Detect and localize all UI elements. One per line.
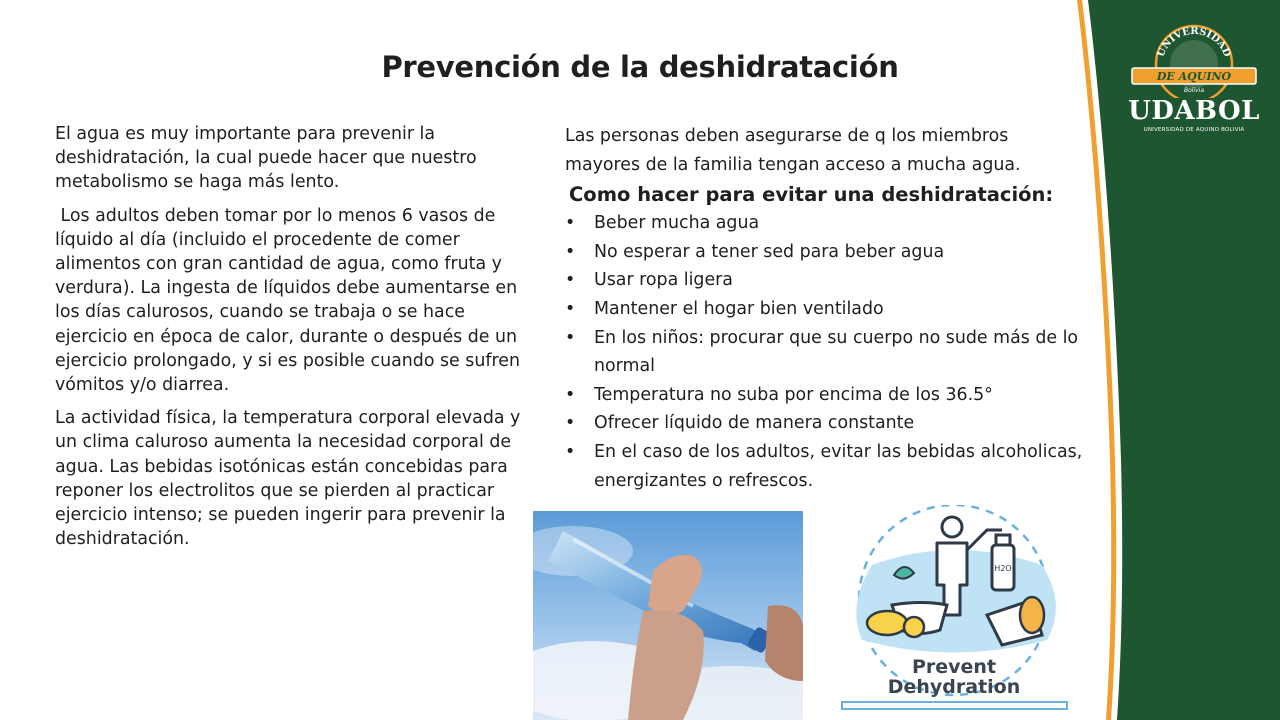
logo-arc-text: UNIVERSIDAD: [1155, 25, 1233, 59]
logo-small-text: Bolivia: [1183, 87, 1205, 94]
list-item: [565, 266, 1085, 295]
bullet-icon: •: [565, 413, 576, 434]
list-item-text: Temperatura no suba por encima de los 36.5°: [594, 384, 993, 405]
bullet-icon: •: [565, 327, 576, 348]
drinking-water-photo: [533, 511, 803, 720]
logo-tagline: UNIVERSIDAD DE AQUINO BOLIVIA: [1143, 127, 1245, 133]
bullet-icon: •: [565, 298, 576, 319]
list-item-text: Ofrecer líquido de manera constante: [594, 413, 915, 434]
list-item-text: En el caso de los adultos, evitar las bebidas alcoholicas, energizantes o refrescos.: [594, 441, 1083, 491]
logo-wordmark: UDABOL: [1128, 96, 1260, 126]
list-item: [565, 409, 1085, 438]
tips-list: [565, 209, 1085, 495]
bullet-icon: •: [565, 241, 576, 262]
paragraph: El agua es muy importante para prevenir la deshidratación, la cual puede hacer que nuestro metabolismo se haga más lento.: [55, 124, 477, 193]
list-item-text: Mantener el hogar bien ventilado: [594, 298, 884, 319]
list-item: [565, 209, 1085, 238]
bullet-icon: •: [565, 441, 576, 462]
left-text-column: [55, 122, 535, 560]
page-title: Prevención de la deshidratación: [381, 50, 899, 84]
prevent-dehydration-infographic: [832, 505, 1077, 720]
list-item: [565, 324, 1085, 381]
paragraph: La actividad física, la temperatura corporal elevada y un clima caluroso aumenta la necesidad corporal de agua. Las bebidas isotónicas están concebidas para reponer los electrolitos que se pierden al practicar ejercicio intenso; se pueden ingerir para prevenir la deshidratación.: [55, 408, 521, 550]
infographic-line2: Dehydration: [887, 676, 1021, 698]
bottle-label: H2O: [994, 564, 1012, 573]
logo-ribbon-text: DE AQUINO: [1156, 70, 1232, 83]
paragraph: Los adultos deben tomar por lo menos 6 vasos de líquido al día (incluido el procedente de comer alimentos con gran cantidad de agua, como fruta y verdura). La ingesta de líquidos debe aumentarse en los días calurosos, cuando se trabaja o se hace ejercicio en época de calor, durante o después de un ejercicio prolongado, y si es posible cuando se sufren vómitos y/o diarrea.: [55, 205, 526, 396]
infographic-line1: Prevent: [911, 656, 997, 678]
list-item-text: Usar ropa ligera: [594, 270, 733, 291]
bullet-icon: •: [565, 384, 576, 405]
list-item: [565, 295, 1085, 324]
udabol-logo: [1124, 18, 1264, 133]
bullet-icon: •: [565, 213, 576, 234]
list-item-text: No esperar a tener sed para beber agua: [594, 241, 945, 262]
list-item-text: Beber mucha agua: [594, 213, 760, 234]
list-item: [565, 381, 1085, 410]
section-subtitle: Como hacer para evitar una deshidratación:: [569, 183, 1054, 207]
logo-emblem-icon: [1124, 18, 1264, 98]
list-item: [565, 438, 1085, 495]
intro-paragraph: Las personas deben asegurarse de q los miembros mayores de la familia tengan acceso a mucha agua.: [565, 126, 1021, 175]
list-item: [565, 238, 1085, 267]
list-item-text: En los niños: procurar que su cuerpo no sude más de lo normal: [594, 327, 1079, 377]
bullet-icon: •: [565, 270, 576, 291]
right-text-column: [565, 122, 1085, 495]
